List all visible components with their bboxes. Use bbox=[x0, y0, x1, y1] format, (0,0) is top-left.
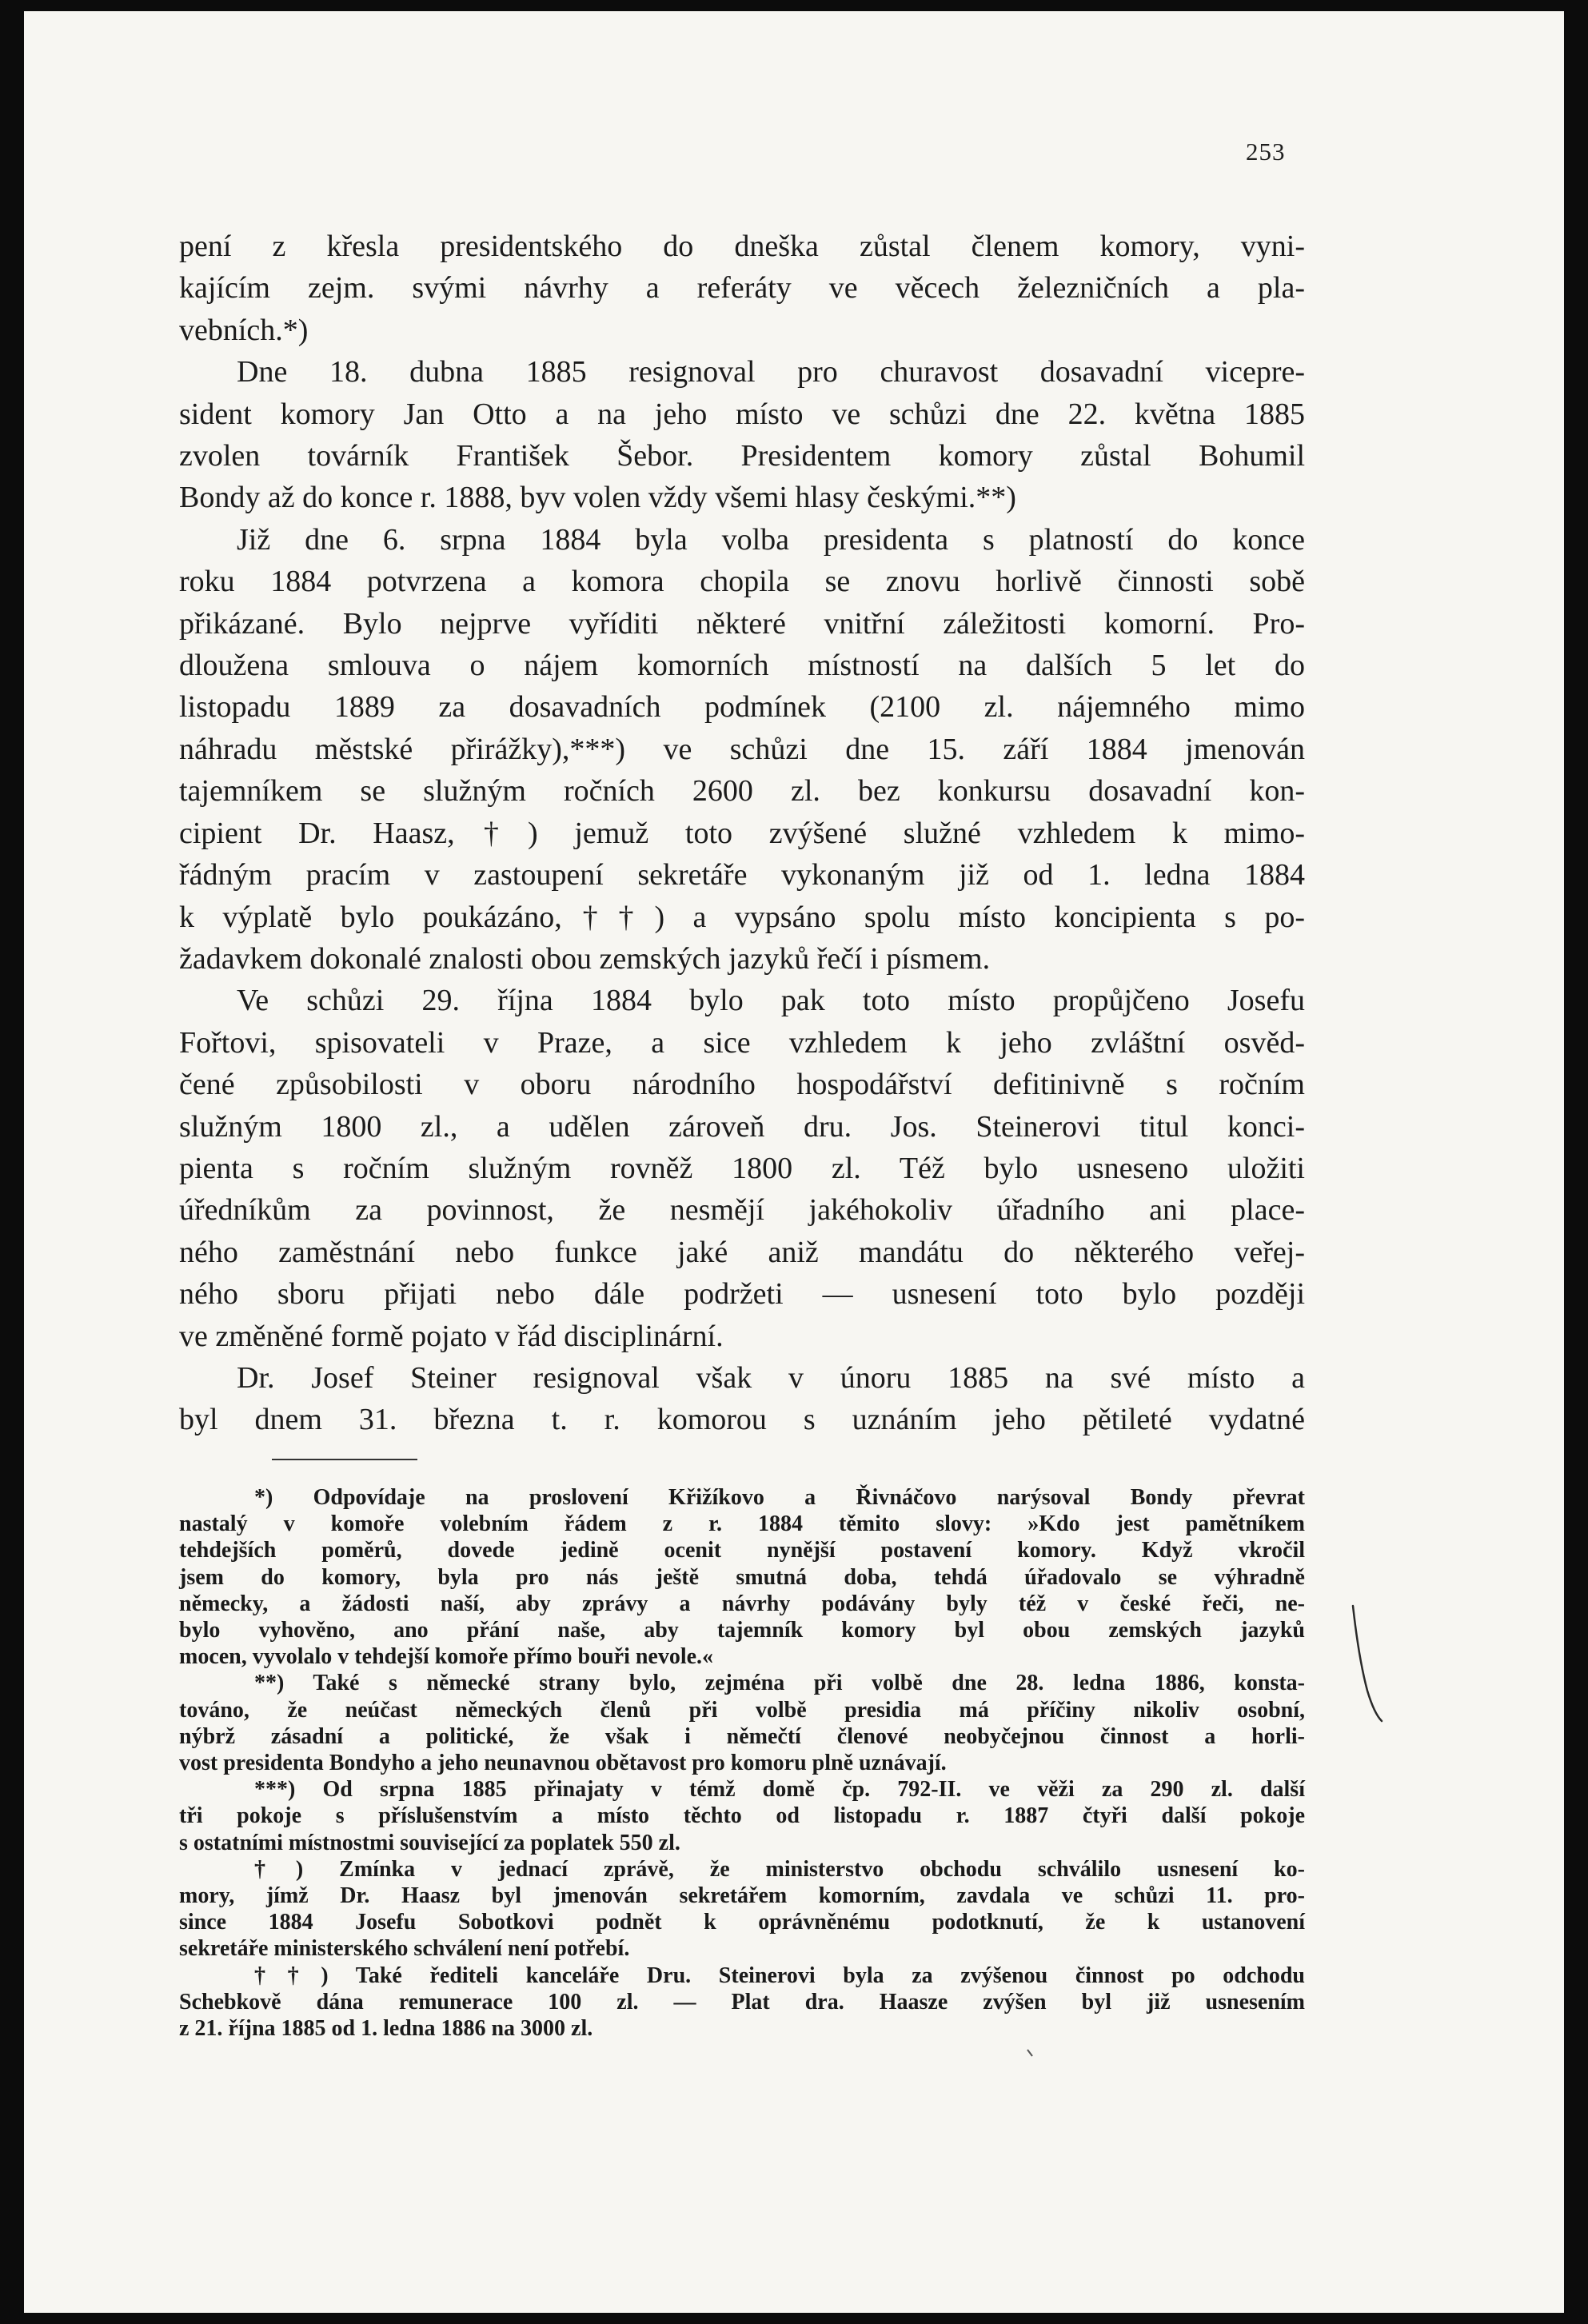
stray-ink-mark bbox=[1027, 2049, 1033, 2057]
footnote-line: since 1884 Josefu Sobotkovi podnět k oprávněnému podotknutí, že k ustanovení bbox=[179, 1910, 1305, 1935]
text-line: zvolen továrník František Šebor. Presidentem komory zůstal Bohumil bbox=[179, 439, 1305, 473]
footnote-separator bbox=[272, 1459, 417, 1460]
text-line: cipient Dr. Haasz,†) jemuž toto zvýšené služné vzhledem k mimo- bbox=[179, 816, 1305, 850]
footnote-line: ***) Od srpna 1885 přinajaty v témž domě čp. 792-II. ve věži za 290 zl. další bbox=[254, 1777, 1305, 1803]
footnote-line: německy, a žádosti naší, aby zprávy a návrhy podávány byly též v české řeči, ne- bbox=[179, 1591, 1305, 1616]
text-line: pienta s ročním služným rovněž 1800 zl. Též bylo usneseno uložiti bbox=[179, 1151, 1305, 1185]
footnote-line: jsem do komory, byla pro nás ještě smutná doba, tehdá úřadovalo se výhradně bbox=[179, 1564, 1305, 1590]
footnote-line: †) Zmínka v jednací zprávě, že ministerstvo obchodu schválilo usnesení ko- bbox=[254, 1856, 1305, 1882]
text-line: ve změněné formě pojato v řád disciplinární. bbox=[179, 1319, 724, 1353]
text-line: služným 1800 zl., a udělen zároveň dru. Jos. Steinerovi titul konci- bbox=[179, 1109, 1305, 1144]
footnote-line: ††) Také řediteli kanceláře Dru. Steinerovi byla za zvýšenou činnost po odchodu bbox=[254, 1963, 1305, 1988]
text-line: Bondy až do konce r. 1888, byv volen vždy všemi hlasy českými.**) bbox=[179, 481, 1016, 515]
text-line: náhradu městské přirážky),***) ve schůzi dne 15. září 1884 jmenován bbox=[179, 732, 1305, 766]
footnote-line: mocen, vyvolalo v tehdejší komoře přímo bouři nevole.« bbox=[179, 1644, 714, 1670]
text-line: tajemníkem se služným ročních 2600 zl. bez konkursu dosavadní kon- bbox=[179, 774, 1305, 809]
footnote-line: továno, že neúčast německých členů při volbě presidia má příčiny nikoliv osobní, bbox=[179, 1697, 1305, 1723]
text-line: listopadu 1889 za dosavadních podmínek (2100 zl. nájemného mimo bbox=[179, 690, 1305, 725]
text-line: roku 1884 potvrzena a komora chopila se znovu horlivě činnosti sobě bbox=[179, 565, 1305, 599]
text-line: Již dne 6. srpna 1884 byla volba presidenta s platností do konce bbox=[237, 522, 1305, 557]
text-line: k výplatě bylo poukázáno,††) a vypsáno spolu místo koncipienta s po- bbox=[179, 900, 1305, 934]
footnote-line: nastalý v komoře volebním řádem z r. 1884 těmito slovy: »Kdo jest pamětníkem bbox=[179, 1511, 1305, 1537]
footnote-line: tři pokoje s příslušenstvím a místo těchto od listopadu r. 1887 čtyři další pokoje bbox=[179, 1803, 1305, 1829]
text-line: sident komory Jan Otto a na jeho místo ve schůzi dne 22. května 1885 bbox=[179, 397, 1305, 431]
footnote-line: mory, jímž Dr. Haasz byl jmenován sekretářem komorním, zavdala ve schůzi 11. pro- bbox=[179, 1883, 1305, 1909]
text-line: pení z křesla presidentského do dneška zůstal členem komory, vyni- bbox=[179, 230, 1305, 263]
footnote-line: s ostatními místnostmi související za poplatek 550 zl. bbox=[179, 1830, 680, 1855]
text-line: řádným pracím v zastoupení sekretáře vykonaným již od 1. ledna 1884 bbox=[179, 858, 1305, 892]
main-text bbox=[179, 226, 1305, 1441]
text-line: kajícím zejm. svými návrhy a referáty ve věcech železničních a pla- bbox=[179, 271, 1305, 305]
text-line: Ve schůzi 29. října 1884 bylo pak toto místo propůjčeno Josefu bbox=[237, 984, 1305, 1018]
footnote-line: *) Odpovídaje na proslovení Křižíkovo a Řivnáčovo narýsoval Bondy převrat bbox=[254, 1485, 1305, 1510]
margin-pencil-mark bbox=[1350, 1603, 1385, 1724]
text-line: byl dnem 31. března t. r. komorou s uznáním jeho pětileté vydatné bbox=[179, 1403, 1305, 1437]
footnote-line: bylo vyhověno, ano přání naše, aby tajemník komory byl obou zemských jazyků bbox=[179, 1618, 1305, 1643]
text-line: přikázané. Bylo nejprve vyříditi některé vnitřní záležitosti komorní. Pro- bbox=[179, 606, 1305, 641]
footnote-line: vost presidenta Bondyho a jeho neunavnou obětavost pro komoru plně uznávají. bbox=[179, 1751, 947, 1776]
text-line: ného sboru přijati nebo dále podržeti — usnesení toto bylo později bbox=[179, 1277, 1305, 1312]
footnote-line: **) Také s německé strany bylo, zejména při volbě dne 28. ledna 1886, konsta- bbox=[254, 1671, 1305, 1696]
text-line: dloužena smlouva o nájem komorních místností na dalších 5 let do bbox=[179, 649, 1305, 683]
footnote-line: Schebkově dána remunerace 100 zl. — Plat dra. Haasze zvýšen byl již usnesením bbox=[179, 1989, 1305, 2015]
text-line: úředníkům za povinnost, že nesmějí jakéhokoliv úřadního ani place- bbox=[179, 1193, 1305, 1228]
text-line: žadavkem dokonalé znalosti obou zemských jazyků řečí i písmem. bbox=[179, 941, 991, 976]
text-line: čené způsobilosti v oboru národního hospodářství defitinivně s ročním bbox=[179, 1068, 1305, 1102]
text-line: Dr. Josef Steiner resignoval však v únoru 1885 na své místo a bbox=[237, 1360, 1305, 1395]
page-number: 253 bbox=[1246, 138, 1286, 166]
footnote-line: sekretáře ministerského schválení není potřebí. bbox=[179, 1936, 630, 1962]
text-line: Dne 18. dubna 1885 resignoval pro churavost dosavadní vicepre- bbox=[237, 355, 1305, 389]
text-line: vebních.*) bbox=[179, 313, 309, 347]
footnote-line: nýbrž zásadní a politické, že však i němečtí členové neobyčejnou činnost a horli- bbox=[179, 1723, 1305, 1749]
text-line: ného zaměstnání nebo funkce jaké aniž mandátu do některého veřej- bbox=[179, 1235, 1305, 1269]
footnotes bbox=[179, 1484, 1305, 2042]
book-page bbox=[24, 11, 1564, 2313]
footnote-line: z 21. října 1885 od 1. ledna 1886 na 3000 zl. bbox=[179, 2016, 593, 2042]
footnote-line: tehdejších poměrů, dovede jedině ocenit nynější postavení komory. Když vkročil bbox=[179, 1538, 1305, 1563]
text-line: Fořtovi, spisovateli v Praze, a sice vzhledem k jeho zvláštní osvěd- bbox=[179, 1025, 1305, 1060]
